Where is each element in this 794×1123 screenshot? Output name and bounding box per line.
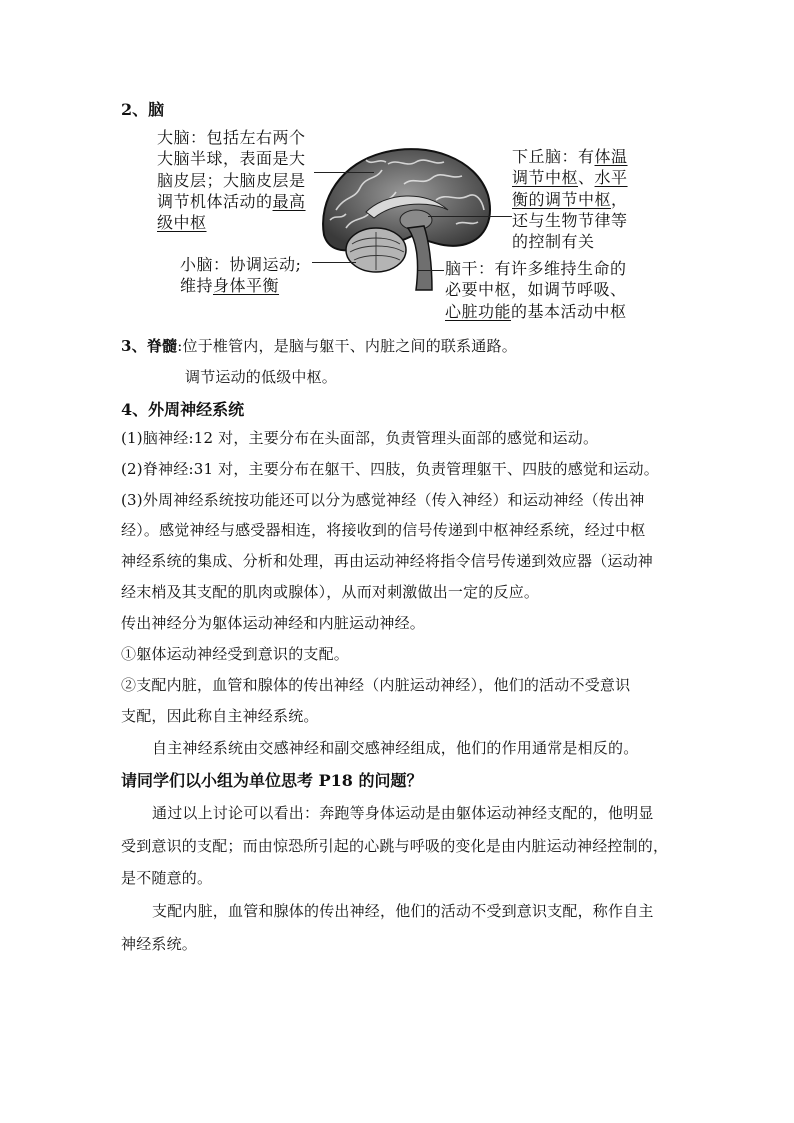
function-paragraph-line-3: 神经系统的集成、分析和处理，再由运动神经将指令信号传递到效应器（运动神 [121, 552, 654, 570]
hypothalamus-line-1 [512, 146, 628, 167]
function-paragraph-line-2: 经）。感觉神经与感受器相连，将接收到的信号传递到中枢神经系统，经过中枢 [121, 521, 646, 539]
autonomic-paragraph-line-1: ②支配内脏，血管和腺体的传出神经（内脏运动神经），他们的活动不受意识 [121, 676, 631, 694]
hypothalamus-water-balance: 水平 [594, 168, 628, 188]
hypothalamus-temperature: 体温 [594, 147, 628, 166]
section-3-heading: 3、脊髓 [121, 337, 178, 355]
cerebrum-leader-line [314, 172, 374, 173]
brainstem-line-2: 必要中枢，如调节呼吸、 [445, 280, 627, 300]
section-3-line-2: 调节运动的低级中枢。 [185, 368, 338, 386]
section-4-heading: 4、外周神经系统 [121, 400, 245, 419]
answer-1-line-3: 是不随意的。 [121, 869, 213, 887]
cerebellum-label [180, 254, 301, 297]
hypothalamus-label [512, 146, 628, 252]
cerebrum-line-1: 大脑：包括左右两个 [157, 128, 306, 147]
brainstem-leader-line [418, 270, 444, 271]
hypothalamus-comma-2: ， [611, 189, 628, 209]
section-2-heading: 2、脑 [121, 100, 165, 119]
question-heading: 请同学们以小组为单位思考 P18 的问题？ [121, 771, 423, 790]
cerebrum-center-level: 级中枢 [157, 213, 207, 233]
cerebellum-line-2 [180, 275, 301, 296]
cerebrum-line-4-text: 调节机体活动的 [157, 191, 273, 211]
brainstem-line-3 [445, 301, 627, 322]
brainstem-heart-function: 心脏功能 [445, 301, 512, 321]
function-paragraph-line-4: 经末梢及其支配的肌肉或腺体），从而对刺激做出一定的反应。 [121, 583, 540, 601]
section-3-paragraph [121, 335, 517, 356]
sympathetic-paragraph: 自主神经系统由交感神经和副交感神经组成，他们的作用通常是相反的。 [152, 739, 639, 757]
brainstem-line-3-text: 的基本活动中枢 [511, 301, 627, 321]
cranial-nerves-paragraph: (1)脑神经:12 对，主要分布在头面部，负责管理头面部的感觉和运动。 [121, 429, 599, 447]
section-3-text: :位于椎管内，是脑与躯干、内脏之间的联系通路。 [177, 337, 517, 355]
function-paragraph-line-1: (3)外周神经系统按功能还可以分为感觉神经（传入神经）和运动神经（传出神 [121, 491, 645, 509]
brain-illustration [316, 140, 494, 300]
answer-2-line-2: 神经系统。 [121, 935, 198, 953]
hypothalamus-comma: 、 [578, 168, 595, 188]
hypothalamus-line-3 [512, 189, 628, 210]
answer-1-line-2: 受到意识的支配；而由惊恐所引起的心跳与呼吸的变化是由内脏运动神经控制的， [121, 837, 669, 855]
hypothalamus-line-2 [512, 167, 628, 188]
hypothalamus-line-1-text: 下丘脑：有 [512, 147, 595, 166]
somatic-motor-paragraph: ①躯体运动神经受到意识的支配。 [121, 645, 350, 663]
autonomic-paragraph-line-2: 支配，因此称自主神经系统。 [121, 707, 319, 725]
cerebellum-line-2-text: 维持 [180, 276, 214, 296]
hypothalamus-line-5: 的控制有关 [512, 232, 595, 252]
cerebrum-highest-center: 最高 [272, 191, 306, 211]
spinal-nerves-paragraph: (2)脊神经:31 对，主要分布在躯干、四肢，负责管理躯干、四肢的感觉和运动。 [121, 460, 659, 478]
answer-2-line-1: 支配内脏，血管和腺体的传出神经，他们的活动不受到意识支配，称作自主 [152, 902, 654, 920]
hypothalamus-leader-line [428, 216, 512, 217]
hypothalamus-line-4: 还与生物节律等 [512, 210, 628, 230]
cerebrum-line-3: 脑皮层；大脑皮层是 [157, 170, 306, 190]
cerebellum-leader-line [312, 262, 356, 263]
cerebrum-line-4 [157, 191, 306, 212]
cerebellum-balance: 身体平衡 [213, 276, 280, 296]
cerebrum-label [157, 127, 306, 233]
answer-1-line-1: 通过以上讨论可以看出：奔跑等身体运动是由躯体运动神经支配的，他明显 [152, 804, 654, 822]
hypothalamus-regulation-center: 调节中枢 [512, 168, 579, 188]
cerebrum-line-5 [157, 212, 306, 233]
hypothalamus-balance-center: 衡的调节中枢 [512, 189, 612, 209]
cerebrum-line-2: 大脑半球，表面是大 [157, 149, 306, 169]
brainstem-line-1: 脑干：有许多维持生命的 [445, 259, 627, 278]
efferent-nerves-paragraph: 传出神经分为躯体运动神经和内脏运动神经。 [121, 614, 426, 632]
cerebellum-line-1: 小脑：协调运动; [180, 255, 302, 274]
